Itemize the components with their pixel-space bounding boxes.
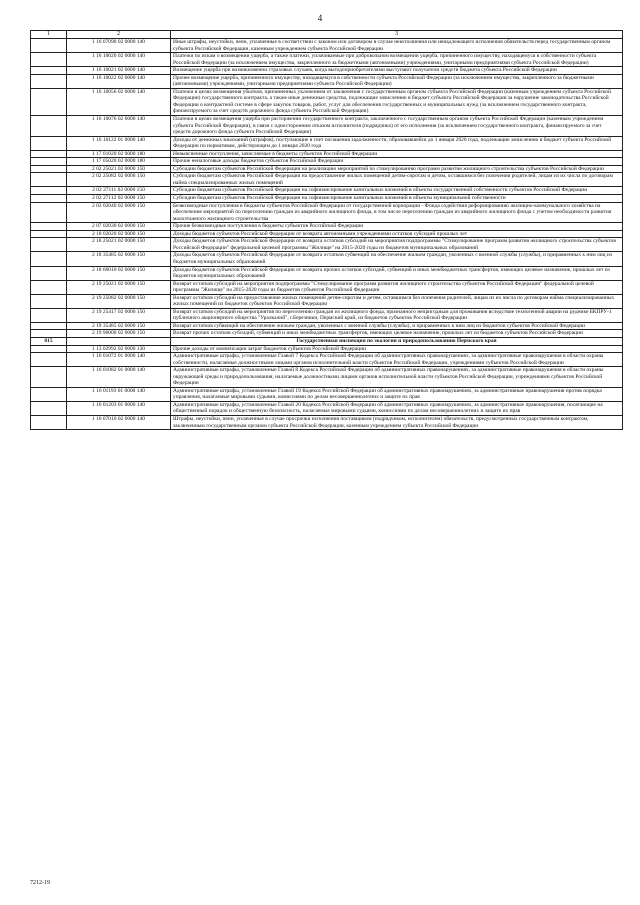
admin-code-cell <box>31 150 67 158</box>
admin-code-cell <box>31 330 67 338</box>
revenue-description-cell: Платежи в целях возмещения убытков, причиненных уклонением от заключения с государственным органом субъекта Российской Федерации (казенным учреждением субъекта Российской Федерации) государственного контракта, а также иные денежные средства, подлежащие зачислению в бюджет субъекта Российской Федерации за нарушение законодательства Российской Федерации о контрактной системе в сфере закупок товаров, работ, услуг для обеспечения государственных и муниципальных нужд (за исключением государственного контракта, финансируемого за счет средств дорожного фонда субъекта Российской Федерации) <box>171 88 623 115</box>
revenue-description-cell: Невыясненные поступления, зачисляемые в бюджеты субъектов Российской Федерации <box>171 150 623 158</box>
table-row <box>31 53 623 67</box>
revenue-code-cell: 1 16 10076 02 0000 140 <box>67 116 171 137</box>
table-row <box>31 238 623 252</box>
admin-code-cell <box>31 74 67 88</box>
table-row <box>31 330 623 338</box>
admin-code-cell <box>31 230 67 238</box>
revenue-description-cell: Субсидии бюджетам субъектов Российской Федерации на софинансирование капитальных вложений в объекты государственной собственности субъектов Российской Федерации <box>171 187 623 195</box>
table-row <box>31 294 623 308</box>
revenue-code-cell: 1 16 10056 02 0000 140 <box>67 88 171 115</box>
table-row <box>31 173 623 187</box>
revenue-description-cell: Административные штрафы, установленные Главой 7 Кодекса Российской Федерации об административных правонарушениях, за административные правонарушения в области охраны собственности, налагаемые должностными лицами органов исполнительной власти субъектов Российской Федерации, учреждениями субъектов Российской Федерации <box>171 353 623 367</box>
table-row <box>31 322 623 330</box>
admin-code-cell <box>31 165 67 173</box>
table-row <box>31 308 623 322</box>
revenue-description-cell: Доходы бюджетов субъектов Российской Федерации от возврата прочих остатков субсидий, субвенций и иных межбюджетных трансфертов, имеющих целевое назначение, прошлых лет из бюджетов муниципальных образований <box>171 266 623 280</box>
admin-code-cell <box>31 158 67 166</box>
revenue-description-cell: Административные штрафы, установленные Главой 20 Кодекса Российской Федерации об административных правонарушениях, за административные правонарушения, посягающие на общественный порядок и общественную безопасность, налагаемые мировыми судьями, комиссиями по делам несовершеннолетних и защите их прав <box>171 401 623 415</box>
table-row <box>31 280 623 294</box>
revenue-description-cell: Возврат остатков субсидий на предоставление жилых помещений детям-сиротам и детям, оставшимся без попечения родителей, лицам из их числа по договорам найма специализированных жилых помещений из бюджетов субъектов Российской Федерации <box>171 294 623 308</box>
admin-code-cell: 815 <box>31 337 67 345</box>
table-row <box>31 252 623 266</box>
revenue-code-cell: 2 19 25082 02 0000 150 <box>67 294 171 308</box>
revenue-code-cell: 1 16 01193 01 0000 140 <box>67 387 171 401</box>
revenue-description-cell: Возврат остатков субсидий на мероприятия подпрограммы "Стимулирование программ развития жилищного строительства субъектов Российской Федерации" федеральной целевой программы "Жилище" на 2015-2020 годы из бюджетов субъектов Российской Федерации <box>171 280 623 294</box>
revenue-description-cell: Прочие доходы от компенсации затрат бюджетов субъектов Российской Федерации <box>171 345 623 353</box>
column-header-2: 2 <box>67 31 171 39</box>
revenue-code-cell: 2 02 25021 02 0000 150 <box>67 165 171 173</box>
revenue-code-cell: 2 19 25417 02 0000 150 <box>67 308 171 322</box>
revenue-description-cell: Безвозмездные поступления в бюджеты субъектов Российской Федерации от государственной корпорации - Фонда содействия реформированию жилищно-коммунального хозяйства на обеспечение мероприятий по переселению граждан из аварийного жилищного фонда, в том числе переселению граждан из аварийного жилищного фонда с учетом необходимости развития малоэтажного жилищного строительства <box>171 202 623 223</box>
revenue-code-cell: 1 16 07010 02 0000 140 <box>67 415 171 429</box>
revenue-code-cell: 1 16 01203 01 0000 140 <box>67 401 171 415</box>
table-row <box>31 345 623 353</box>
revenue-code-cell: 1 16 01072 01 0000 140 <box>67 353 171 367</box>
revenue-description-cell: Административные штрафы, установленные Главой 19 Кодекса Российской Федерации об административных правонарушениях, за административные правонарушения против порядка управления, налагаемые мировыми судьями, комиссиями по делам несовершеннолетних и защите их прав <box>171 387 623 401</box>
revenue-code-cell: 1 16 01082 01 0000 140 <box>67 367 171 388</box>
admin-code-cell <box>31 345 67 353</box>
revenue-code-cell: 1 17 05020 02 0000 180 <box>67 158 171 166</box>
revenue-description-cell: Возврат остатков субсидий на мероприятия по переселению граждан из жилищного фонда, признанного непригодным для проживания вследствие техногенной аварии на руднике БКПРУ-1 публичного акционерного общества "Уралкалий", г.Березники, Пермский край, из бюджетов субъектов Российской Федерации <box>171 308 623 322</box>
admin-code-cell <box>31 238 67 252</box>
table-row <box>31 74 623 88</box>
admin-code-cell <box>31 202 67 223</box>
table-row <box>31 230 623 238</box>
table-header-row <box>31 31 623 39</box>
revenue-description-cell: Доходы бюджетов субъектов Российской Федерации от возврата остатков субсидий на мероприятия подпрограммы "Стимулирование программ развития жилищного строительства субъектов Российской Федерации" федеральной целевой программы "Жилище" на 2015-2020 годы из бюджетов муниципальных образований <box>171 238 623 252</box>
table-row <box>31 415 623 429</box>
admin-code-cell <box>31 67 67 75</box>
revenue-code-cell: 2 02 27112 02 0000 150 <box>67 195 171 203</box>
table-row <box>31 88 623 115</box>
revenue-description-cell: Административные штрафы, установленные Главой 8 Кодекса Российской Федерации об административных правонарушениях, за административные правонарушения в области охраны окружающей среды и природопользования, налагаемые должностными лицами органов исполнительной власти субъектов Российской Федерации, учреждениями субъектов Российской Федерации <box>171 367 623 388</box>
table-row <box>31 165 623 173</box>
table-row <box>31 401 623 415</box>
admin-code-cell <box>31 367 67 388</box>
admin-code-cell <box>31 415 67 429</box>
revenue-code-cell: 1 16 10021 02 0000 140 <box>67 67 171 75</box>
revenue-code-cell: 1 13 02992 02 0000 130 <box>67 345 171 353</box>
revenue-code-cell: 2 18 60010 02 0000 150 <box>67 266 171 280</box>
admin-code-cell <box>31 173 67 187</box>
revenue-description-cell: Прочее возмещение ущерба, причиненного имуществу, находящемуся в собственности субъекта Российской Федерации (за исключением имущества, закрепленного за бюджетными (автономными) учреждениями, унитарными предприятиями субъекта Российской Федерации) <box>171 74 623 88</box>
table-row <box>31 223 623 231</box>
revenue-code-cell: 2 18 02020 02 0000 150 <box>67 230 171 238</box>
table-row <box>31 266 623 280</box>
revenue-description-cell: Доходы от денежных взысканий (штрафов), поступающие в счет погашения задолженности, образовавшейся до 1 января 2020 года, подлежащие зачислению в бюджет субъекта Российской Федерации по нормативам, действующим до 1 января 2020 года <box>171 136 623 150</box>
revenue-code-cell: 2 18 25021 02 0000 150 <box>67 238 171 252</box>
revenue-description-cell: Возврат остатков субвенций на обеспечение жильем граждан, уволенных с военной службы (службы), и приравненных к ним лиц из бюджетов субъектов Российской Федерации <box>171 322 623 330</box>
admin-code-cell <box>31 401 67 415</box>
admin-code-cell <box>31 88 67 115</box>
revenue-code-cell: 2 07 02030 02 0000 150 <box>67 223 171 231</box>
revenue-code-cell: 1 17 01020 02 0000 180 <box>67 150 171 158</box>
revenue-code-cell <box>67 337 171 345</box>
admin-code-cell <box>31 136 67 150</box>
table-row <box>31 187 623 195</box>
admin-code-cell <box>31 223 67 231</box>
revenue-code-cell: 1 16 10022 02 0000 140 <box>67 74 171 88</box>
revenue-code-cell: 1 16 10122 01 0000 140 <box>67 136 171 150</box>
revenue-description-cell: Государственная инспекция по экологии и природопользованию Пермского края <box>171 337 623 345</box>
table-row <box>31 39 623 53</box>
admin-code-cell <box>31 39 67 53</box>
table-row <box>31 150 623 158</box>
table-row <box>31 387 623 401</box>
document-footer-code: 7212-19 <box>30 880 50 886</box>
revenue-description-cell: Субсидии бюджетам субъектов Российской Федерации на реализацию мероприятий по стимулированию программ развития жилищного строительства субъектов Российской Федерации <box>171 165 623 173</box>
budget-revenue-table <box>30 30 623 430</box>
revenue-code-cell: 2 03 02040 02 0000 150 <box>67 202 171 223</box>
table-row <box>31 202 623 223</box>
admin-code-cell <box>31 280 67 294</box>
revenue-description-cell: Иные штрафы, неустойки, пени, уплаченные в соответствии с законом или договором в случае неисполнения или ненадлежащего исполнения обязательств перед государственным органом субъекта Российской Федерации, казенным учреждением субъекта Российской Федерации <box>171 39 623 53</box>
admin-code-cell <box>31 187 67 195</box>
admin-code-cell <box>31 294 67 308</box>
admin-code-cell <box>31 353 67 367</box>
revenue-code-cell: 2 19 25021 02 0000 150 <box>67 280 171 294</box>
revenue-code-cell: 2 02 25082 02 0000 150 <box>67 173 171 187</box>
column-header-1: 1 <box>31 31 67 39</box>
table-row <box>31 136 623 150</box>
revenue-description-cell: Прочие безвозмездные поступления в бюджеты субъектов Российской Федерации <box>171 223 623 231</box>
revenue-code-cell: 2 19 90000 02 0000 150 <box>67 330 171 338</box>
revenue-description-cell: Доходы бюджетов субъектов Российской Федерации от возврата автономными учреждениями остатков субсидий прошлых лет <box>171 230 623 238</box>
page-number: 4 <box>317 13 323 23</box>
table-row <box>31 67 623 75</box>
revenue-code-cell: 1 16 07090 02 0000 140 <box>67 39 171 53</box>
admin-code-cell <box>31 195 67 203</box>
admin-code-cell <box>31 308 67 322</box>
revenue-code-cell: 2 18 35485 02 0000 150 <box>67 252 171 266</box>
admin-code-cell <box>31 116 67 137</box>
table-row <box>31 195 623 203</box>
section-header-row <box>31 337 623 345</box>
revenue-code-cell: 2 19 35485 02 0000 150 <box>67 322 171 330</box>
column-header-3: 3 <box>171 31 623 39</box>
revenue-description-cell: Штрафы, неустойки, пени, уплаченные в случае просрочки исполнения поставщиком (подрядчиком, исполнителем) обязательств, предусмотренных государственным контрактом, заключенным государственным органом субъекта Российской Федерации, казенным учреждением субъекта Российской Федерации <box>171 415 623 429</box>
revenue-description-cell: Доходы бюджетов субъектов Российской Федерации от возврата остатков субвенций на обеспечение жильем граждан, уволенных с военной службы (службы), и приравненных к ним лиц из бюджетов муниципальных образований <box>171 252 623 266</box>
revenue-code-cell: 2 02 27111 02 0000 150 <box>67 187 171 195</box>
revenue-description-cell: Платежи в целях возмещения ущерба при расторжении государственного контракта, заключенного с государственным органом субъекта Российской Федерации (казенным учреждением субъекта Российской Федерации), в связи с односторонним отказом исполнителя (подрядчика) от его исполнения (за исключением государственного контракта, финансируемого за счет средств дорожного фонда субъекта Российской Федерации) <box>171 116 623 137</box>
admin-code-cell <box>31 322 67 330</box>
admin-code-cell <box>31 387 67 401</box>
table-row <box>31 353 623 367</box>
revenue-description-cell: Возврат прочих остатков субсидий, субвенций и иных межбюджетных трансфертов, имеющих целевое назначение, прошлых лет из бюджетов субъектов Российской Федерации <box>171 330 623 338</box>
revenue-description-cell: Субсидии бюджетам субъектов Российской Федерации на предоставление жилых помещений детям-сиротам и детям, оставшимся без попечения родителей, лицам из их числа по договорам найма специализированных жилых помещений <box>171 173 623 187</box>
table-row <box>31 158 623 166</box>
table-row <box>31 116 623 137</box>
revenue-description-cell: Возмещение ущерба при возникновении страховых случаев, когда выгодоприобретателями выступают получатели средств бюджета субъекта Российской Федерации <box>171 67 623 75</box>
revenue-code-cell: 1 16 10020 02 0000 140 <box>67 53 171 67</box>
table-row <box>31 367 623 388</box>
admin-code-cell <box>31 266 67 280</box>
revenue-description-cell: Платежи по искам о возмещении ущерба, а также платежи, уплачиваемые при добровольном возмещении ущерба, причиненного имуществу, находящемуся в собственности субъекта Российской Федерации (за исключением имущества, закрепленного за бюджетными (автономными) учреждениями, унитарными предприятиями субъекта Российской Федерации) <box>171 53 623 67</box>
admin-code-cell <box>31 252 67 266</box>
revenue-description-cell: Субсидии бюджетам субъектов Российской Федерации на софинансирование капитальных вложений в объекты муниципальной собственности <box>171 195 623 203</box>
revenue-description-cell: Прочие неналоговые доходы бюджетов субъектов Российской Федерации <box>171 158 623 166</box>
admin-code-cell <box>31 53 67 67</box>
